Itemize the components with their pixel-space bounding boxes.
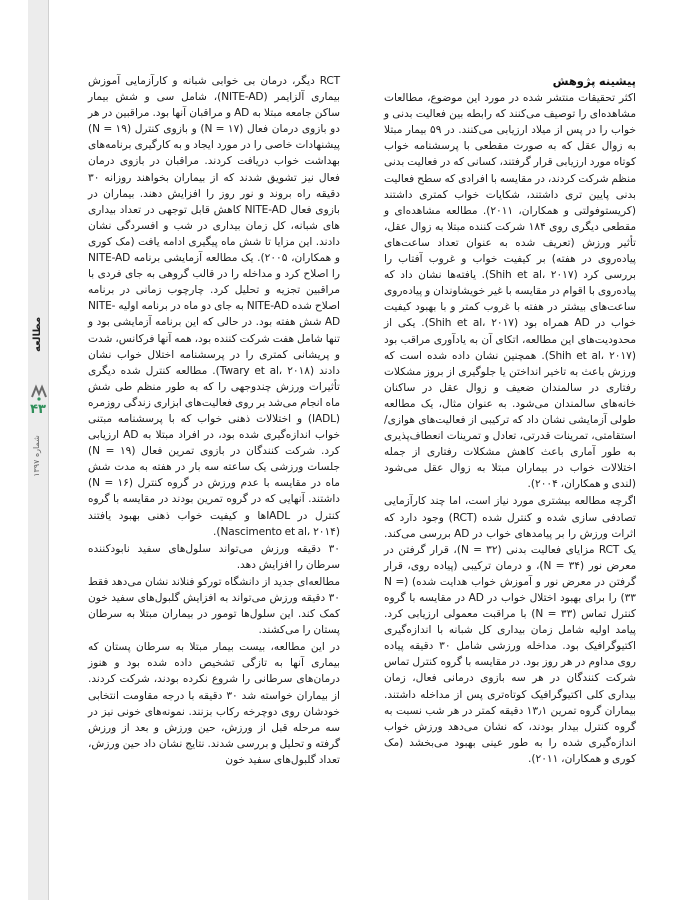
paragraph: RCT دیگر، درمان بی خوابی شبانه و کارآزمایی آموزش بیماری آلزایمر (NITE-AD)، شامل سی و شش بیمار ساکن جامعه مبتلا به AD و مراقبان آنها بود. مراقبین در هر دو بازوی درمان فعال (N = ۱۷) و بازوی کنترل (N = ۱۹) پیشنهادات خاصی را در مورد ایجاد و به کارگیری برنامه‌های بهداشت خواب دریافت کردند. مراقبان در بازوی درمان فعال نیز تشویق شدند که از بیماران بخواهند روزانه ۳۰ دقیقه راه بروند و نور روز را افزایش دهند. بیماران در بازوی فعال NITE-AD کاهش قابل توجهی در تعداد بیداری های شبانه، کل زمان بیداری در شب و افسردگی نشان دادند. این مزایا تا شش ماه پیگیری ادامه یافت (مک کوری و همکاران، ۲۰۰۵). یک مطالعه آزمایشی برنامه NITE-AD را اصلاح کرد و مداخله را در قالب گروهی به جای فردی با مراقبین تجزیه و تحلیل کرد. چارچوب زمانی در برنامه اصلاح شده NITE-AD به جای دو ماه در برنامه اولیه NITE-AD شش هفته بود. در حالی که این برنامه آزمایشی بود و تنها شامل هفت شرکت کننده بود، همه آنها فرکانس، شدت و پریشانی کمتری را در پرسشنامه اختلال خواب نشان دادند (Twary et al، ۲۰۱۸). مطالعه کنترل شده دیگری تأثیرات ورزش چندوجهی را که به طور منظم طی شش ماه انجام می‌شد بر روی فعالیت‌های ابزاری زندگی روزمره (IADL) و اختلالات ذهنی خواب که با پرسشنامه مبتنی خواب اندازه‌گیری شده بود، در افراد مبتلا به AD ارزیابی کرد. شرکت کنندگان در بازوی تمرین فعال (N = ۱۹) جلسات ورزشی یک ساعته سه بار در هفته به مدت شش ماه در مقایسه با عدم ورزش در گروه کنترل (N = ۱۶) داشتند. آنهایی که در گروه تمرین بودند در مقایسه با گروه کنترل در IADLها و کیفیت خواب ذهنی بهبود یافتند (Nascimento et al، ۲۰۱۴). bbox=[88, 75, 341, 538]
paragraph: ۳۰ دقیقه ورزش می‌تواند سلول‌های سفید نابودکننده سرطان را افزایش دهد. bbox=[88, 542, 340, 571]
paragraph: در این مطالعه، بیست بیمار مبتلا به سرطان پستان که بیماری آنها به تازگی تشخیص داده شده بود و هنوز درمان‌های سرطانی را شروع نکرده بودند، شرکت کردند. از بیماران خواسته شد ۳۰ دقیقه با درجه مقاومت انتخابی خودشان روی دوچرخه رکاب بزنند. نمونه‌های خونی نیز در سه مرحله قبل از ورزش، حین ورزش و بعد از ورزش گرفته و تحلیل و بررسی شدند. نتایج نشان داد حین ورزش، تعداد گلبول‌های سفید خون bbox=[88, 641, 340, 766]
left-column bbox=[88, 73, 340, 768]
paragraph: اگرچه مطالعه بیشتری مورد نیاز است، اما چند کارآزمایی تصادفی سازی شده و کنترل شده (RCT) وجود دارد که اثرات ورزش را بر پیامدهای خواب در AD بررسی می‌کند. یک RCT مزایای فعالیت بدنی (N = ۳۲)، قرار گرفتن در معرض نور (N = ۳۴)، و درمان ترکیبی (پیاده روی، قرار گرفتن در معرض نور و آموزش خواب هدایت شده) (N = ۳۳) را برای بهبود اختلال خواب در AD در مقایسه با گروه کنترل تماس (N = ۳۳) با مراقبت معمولی ارزیابی کرد. پیامد اولیه شامل زمان بیداری کل شبانه با اندازه‌گیری اکتیوگرافیک بود. مداخله ورزشی شامل ۳۰ دقیقه پیاده روی مداوم در هر روز بود. در مقایسه با گروه کنترل تماس شرکت کنندگان در هر سه بازوی درمانی فعال، زمان بیداری کلی اکتیوگرافیک کوتاه‌تری پس از مداخله داشتند. بیماران گروه تمرین ۱۳٫۱ دقیقه کمتر در هر شب نسبت به گروه کنترل بیدار بودند، که نشان می‌دهد ورزش خواب اندازه‌گیری شده را به طور عینی بهبود می‌بخشد (مک کوری و همکاران، ۲۰۱۱). bbox=[384, 495, 637, 765]
journal-name: مطالعه bbox=[32, 316, 43, 352]
paragraph: اکثر تحقیقات منتشر شده در مورد این موضوع، مطالعات مشاهده‌ای را توصیف می‌کنند که رابطه بین فعالیت بدنی و خواب را در پس از میلاد ارزیابی می‌کنند. در ۵۹ بیمار مبتلا به زوال عقل که به صورت مقطعی با پرسشنامه خواب کوتاه مورد ارزیابی قرار گرفتند، کسانی که در فعالیت بدنی منظم شرکت کردند، در مقایسه با افرادی که سطح فعالیت بدنی پایین تری داشتند، شکایات خواب کمتری داشتند (کریستوفولتی و همکاران، ۲۰۱۱). مطالعه مشاهده‌ای و مقطعی دیگری روی ۱۸۴ شرکت کننده مبتلا به زوال عقل، تأثیر ورزش (تعریف شده به عنوان تعداد ساعت‌های پیاده‌روی در هفته) بر کیفیت خواب و غروب آفتاب را بررسی کرد (Shih et al، ۲۰۱۷). یافته‌ها نشان داد که پیاده‌روی با اقوام در مقایسه با غیر خویشاوندان و پیاده‌روی ساعت‌های بیشتر در هفته با غروب کمتر و با بهبود کیفیت خواب در AD همراه بود (Shih et al، ۲۰۱۷). یکی از محدودیت‌های این مطالعه، اتکای آن به یادآوری مراقب بود (Shih et al، ۲۰۱۷). همچنین نشان داده شده است که ورزش باعث به تاخیر انداختن یا جلوگیری از بروز مشکلات رفتاری در سالمندان ضعیف و زوال عقل در ساکنان خانه‌های سالمندان می‌شود. به عنوان مثال، یک مطالعه طولی آزمایشی نشان داد که ترکیبی از فعالیت‌های هوازی/استقامتی، تمرینات قدرتی، تعادل و تمرینات انعطاف‌پذیری به طور آماری باعث کاهش مشکلات رفتاری از جمله اختلالات خواب در بیماران مبتلا به زوال عقل می‌شود (لندی و همکاران، ۲۰۰۴). bbox=[384, 92, 637, 491]
margin-divider bbox=[48, 0, 49, 900]
page-number: ۴۳ bbox=[30, 402, 46, 417]
paragraph: مطالعه‌ای جدید از دانشگاه تورکو فنلاند نشان می‌دهد فقط ۳۰ دقیقه ورزش می‌تواند به افزایش گلبول‌های سفید خون کمک کند. این سلول‌ها تومور در بیماران مبتلا به سرطان پستان را می‌کشند. bbox=[88, 575, 340, 637]
section-heading: پیشینه پژوهش bbox=[552, 74, 636, 88]
issue-info: شماره ۱۳۹۷ bbox=[32, 435, 41, 477]
right-column bbox=[384, 73, 636, 767]
journal-logo-icon bbox=[29, 382, 49, 402]
